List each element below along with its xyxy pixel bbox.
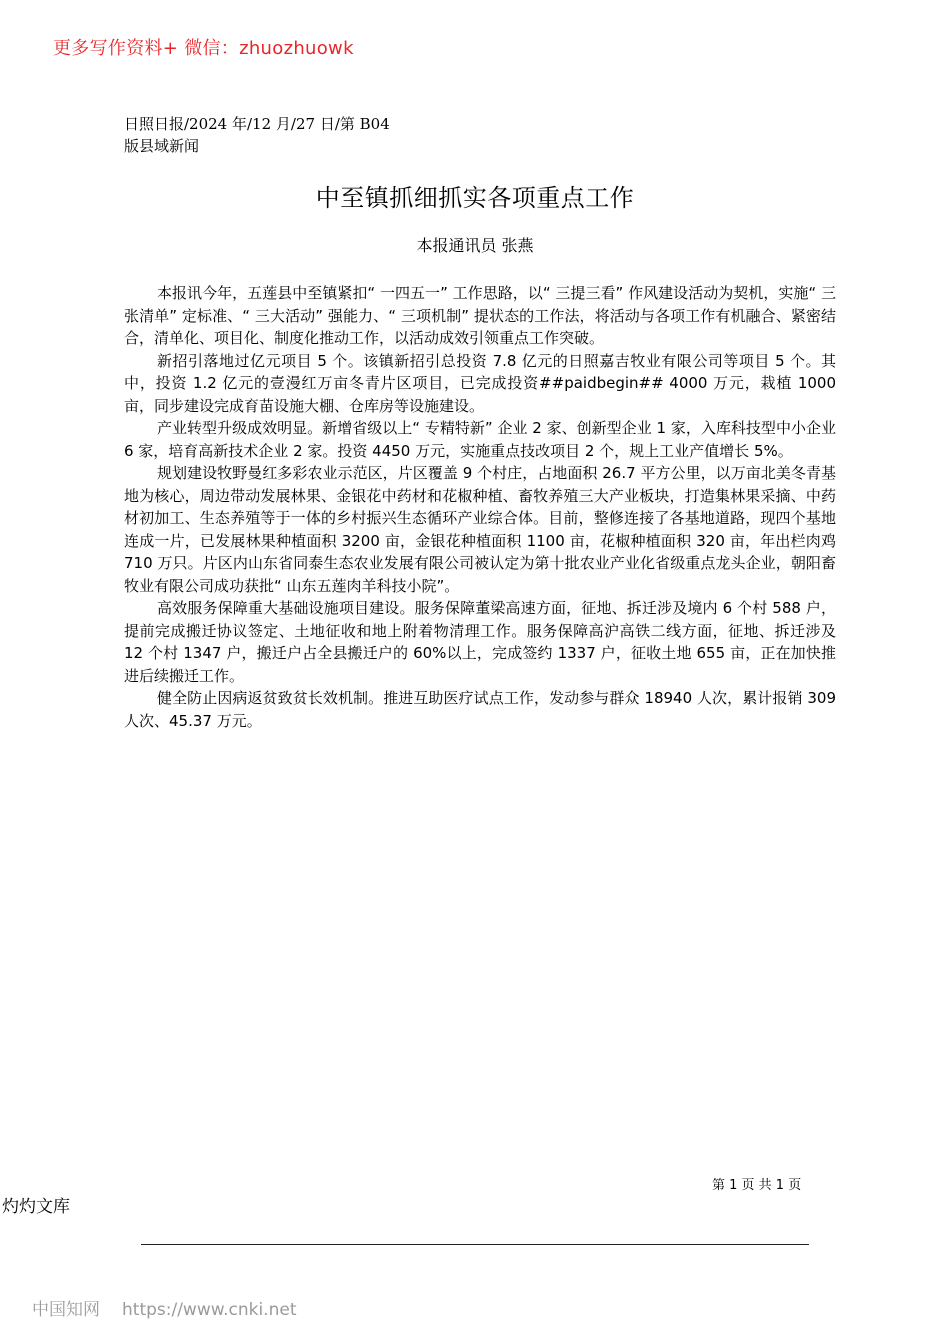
footer-site-name: 中国知网 bbox=[32, 1300, 100, 1320]
footer-divider bbox=[141, 1244, 809, 1245]
paragraph-industry: 产业转型升级成效明显。新增省级以上“ 专精特新” 企业 2 家、创新型企业 1 家，入库科技型中小企业 6 家，培育高新技术企业 2 家。投资 4450 万元，实施重点技改项目 2 个，规上工业产值增长 5%。 bbox=[124, 419, 836, 460]
paragraph-agriculture: 规划建设牧野曼红多彩农业示范区，片区覆盖 9 个村庄，占地面积 26.7 平方公里，以万亩北美冬青基地为核心，周边带动发展林果、金银花中药材和花椒种植、畜牧养殖三大产业板块，打造集林果采摘、中药材初加工、生态养殖等于一体的乡村振兴生态循环产业综合体。目前，整修连接了各基地道路，现四个基地连成一片，已发展林果种植面积 3200 亩，金银花种植面积 1100 亩，花椒种植面积 320 亩，年出栏肉鸡 710 万只。片区内山东省同泰生态农业发展有限公司被认定为第十批农业产业化省级重点龙头企业，朝阳畜牧业有限公司成功获批“ 山东五莲肉羊科技小院”。 bbox=[124, 464, 836, 595]
article-author: 本报通讯员 张燕 bbox=[416, 236, 534, 255]
paragraph-projects: 新招引落地过亿元项目 5 个。该镇新招引总投资 7.8 亿元的日照嘉吉牧业有限公司等项目 5 个。其中，投资 1.2 亿元的壹漫红万亩冬青片区项目，已完成投资##paidbegin## 4000 万元，栽植 1000 亩，同步建设完成育苗设施大棚、仓库房等设施建设。 bbox=[124, 351, 836, 415]
article-title: 中至镇抓细抓实各项重点工作 bbox=[315, 184, 635, 212]
source-line-2: 版县域新闻 bbox=[124, 137, 200, 155]
library-name: 灼灼文库 bbox=[2, 1197, 70, 1217]
paragraph-infrastructure: 高效服务保障重大基础设施项目建设。服务保障董梁高速方面，征地、拆迁涉及境内 6 个村 588 户，提前完成搬迁协议签定、土地征收和地上附着物清理工作。服务保障高沪高铁二线方面，征地、拆迁涉及 12 个村 1347 户，搬迁户占全县搬迁户的 60%以上，完成签约 1337 户，征收土地 655 亩，正在加快推进后续搬迁工作。 bbox=[124, 599, 836, 685]
footer-site-info bbox=[32, 1295, 296, 1320]
source-citation bbox=[124, 113, 390, 157]
page-number: 第 1 页 共 1 页 bbox=[712, 1178, 802, 1193]
watermark-wechat-text: 更多写作资料+ 微信：zhuozhuowk bbox=[53, 38, 354, 59]
paragraph-intro: 本报讯今年，五莲县中至镇紧扣“ 一四五一” 工作思路，以“ 三提三看” 作风建设活动为契机，实施“ 三张清单” 定标准、“ 三大活动” 强能力、“ 三项机制” 提状态的工作法，将活动与各项工作有机融合、紧密结合，清单化、项目化、制度化推动工作，以活动成效引领重点工作突破。 bbox=[124, 284, 836, 347]
article-body bbox=[124, 282, 836, 732]
footer-url-link[interactable]: https://www.cnki.net bbox=[122, 1300, 297, 1320]
paragraph-medical: 健全防止因病返贫致贫长效机制。推进互助医疗试点工作，发动参与群众 18940 人次，累计报销 309 人次、45.37 万元。 bbox=[124, 689, 836, 730]
source-line-1: 日照日报/2024 年/12 月/27 日/第 B04 bbox=[124, 115, 390, 133]
